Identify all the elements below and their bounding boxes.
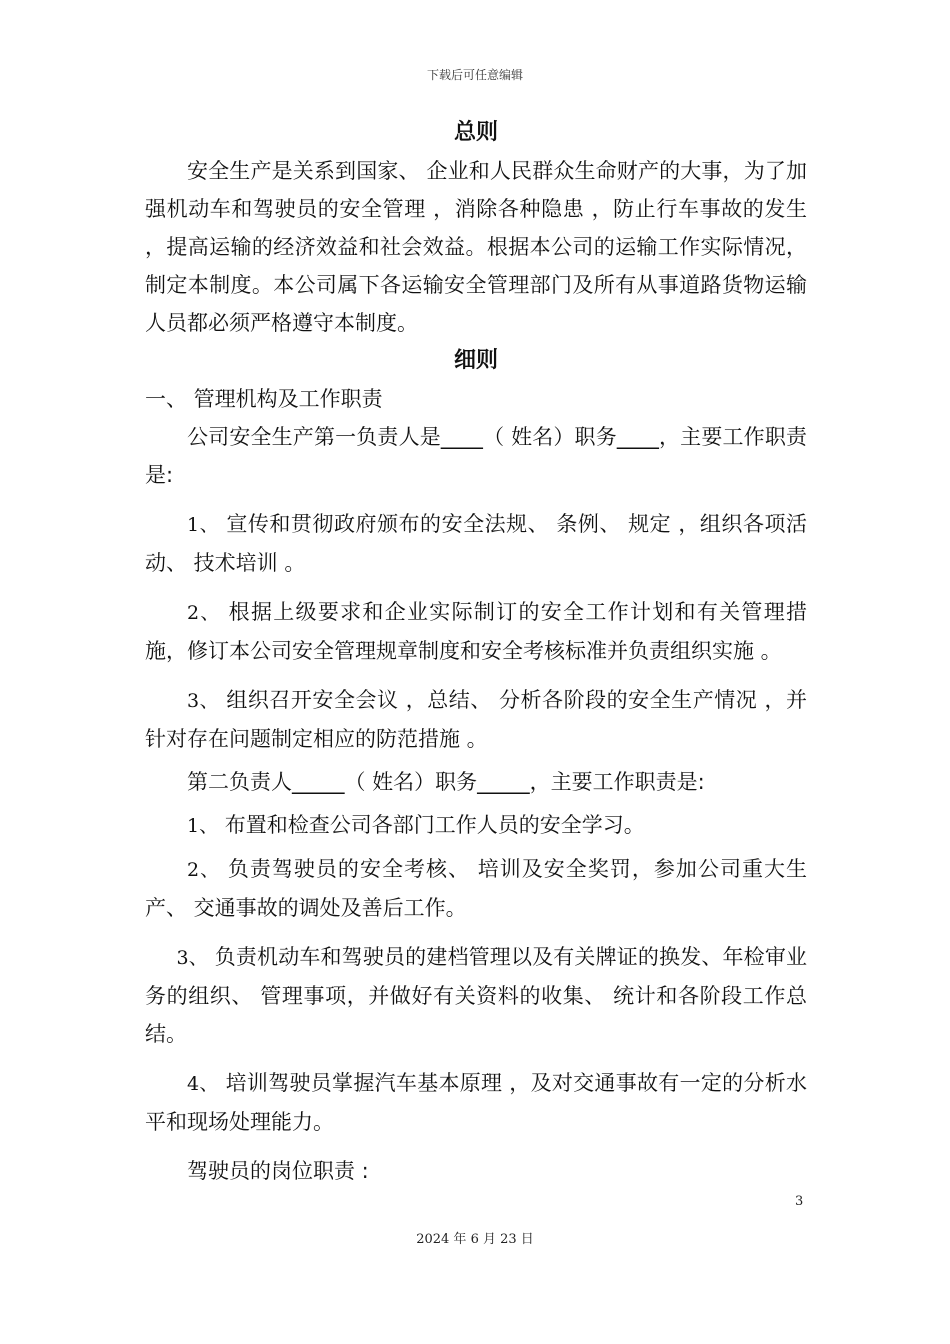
duty-text: 宣传和贯彻政府颁布的安全法规、 条例、 规定 ，组织各项活动、 技术培训 。 [145, 512, 807, 575]
driver-duties-heading: 驾驶员的岗位职责 : [187, 1159, 369, 1183]
duty-number: 1、 [187, 514, 220, 536]
second-duty-1 [145, 806, 807, 845]
section-title-general: 总则 [453, 120, 498, 145]
second-leader-intro: 第二负责人_____（ 姓名）职务_____，主要工作职责是: [187, 770, 705, 794]
item1-heading: 一、 管理机构及工作职责 [145, 387, 383, 411]
duty-text: 组织召开安全会议 ，总结、 分析各阶段的安全生产情况 ，并针对存在问题制定相应的防范措施 。 [145, 688, 807, 751]
duty-text: 根据上级要求和企业实际制订的安全工作计划和有关管理措施，修订本公司安全管理规章制度和安全考核标准并负责组织实施 。 [145, 600, 807, 663]
duty-number: 4、 [187, 1073, 219, 1095]
duty-number: 2、 [187, 602, 221, 624]
duty-text: 布置和检查公司各部门工作人员的安全学习。 [218, 813, 645, 837]
document-body [145, 114, 807, 1190]
first-duty-2 [145, 593, 807, 670]
duty-text: 负责机动车和驾驶员的建档管理以及有关牌证的换发、年检审业务的组织、 管理事项，并做好有关资料的收集、 统计和各阶段工作总结。 [145, 945, 807, 1046]
footer-date: 2024 年 6 月 23 日 [416, 1232, 534, 1247]
first-leader-intro: 公司安全生产第一负责人是____（ 姓名）职务____，主要工作职责是: [145, 425, 807, 487]
duty-text: 培训驾驶员掌握汽车基本原理 ，及对交通事故有一定的分析水平和现场处理能力。 [145, 1071, 807, 1134]
header-note: 下载后可任意编辑 [426, 68, 523, 82]
first-duty-1 [145, 505, 807, 582]
general-paragraph: 安全生产是关系到国家、 企业和人民群众生命财产的大事，为了加强机动车和驾驶员的安全管理 ，消除各种隐患 ，防止行车事故的发生 ，提高运输的经济效益和社会效益。根据本公司的运输工作实际情况，制定本制度。本公司属下各运输安全管理部门及所有从事道路货物运输人员都必须严格遵守本制度。 [145, 159, 807, 335]
duty-text: 负责驾驶员的安全考核、 培训及安全奖罚，参加公司重大生产、 交通事故的调处及善后工作。 [145, 857, 807, 920]
page-number: 3 [795, 1194, 804, 1209]
second-duty-2 [145, 850, 807, 927]
second-duty-3 [145, 938, 807, 1053]
duty-number: 1、 [187, 815, 219, 837]
second-duty-4 [145, 1064, 807, 1141]
duty-number: 3、 [176, 947, 208, 969]
section-title-detail: 细则 [453, 348, 498, 373]
duty-number: 2、 [187, 859, 221, 881]
first-duty-3 [145, 681, 807, 758]
duty-number: 3、 [187, 690, 220, 712]
